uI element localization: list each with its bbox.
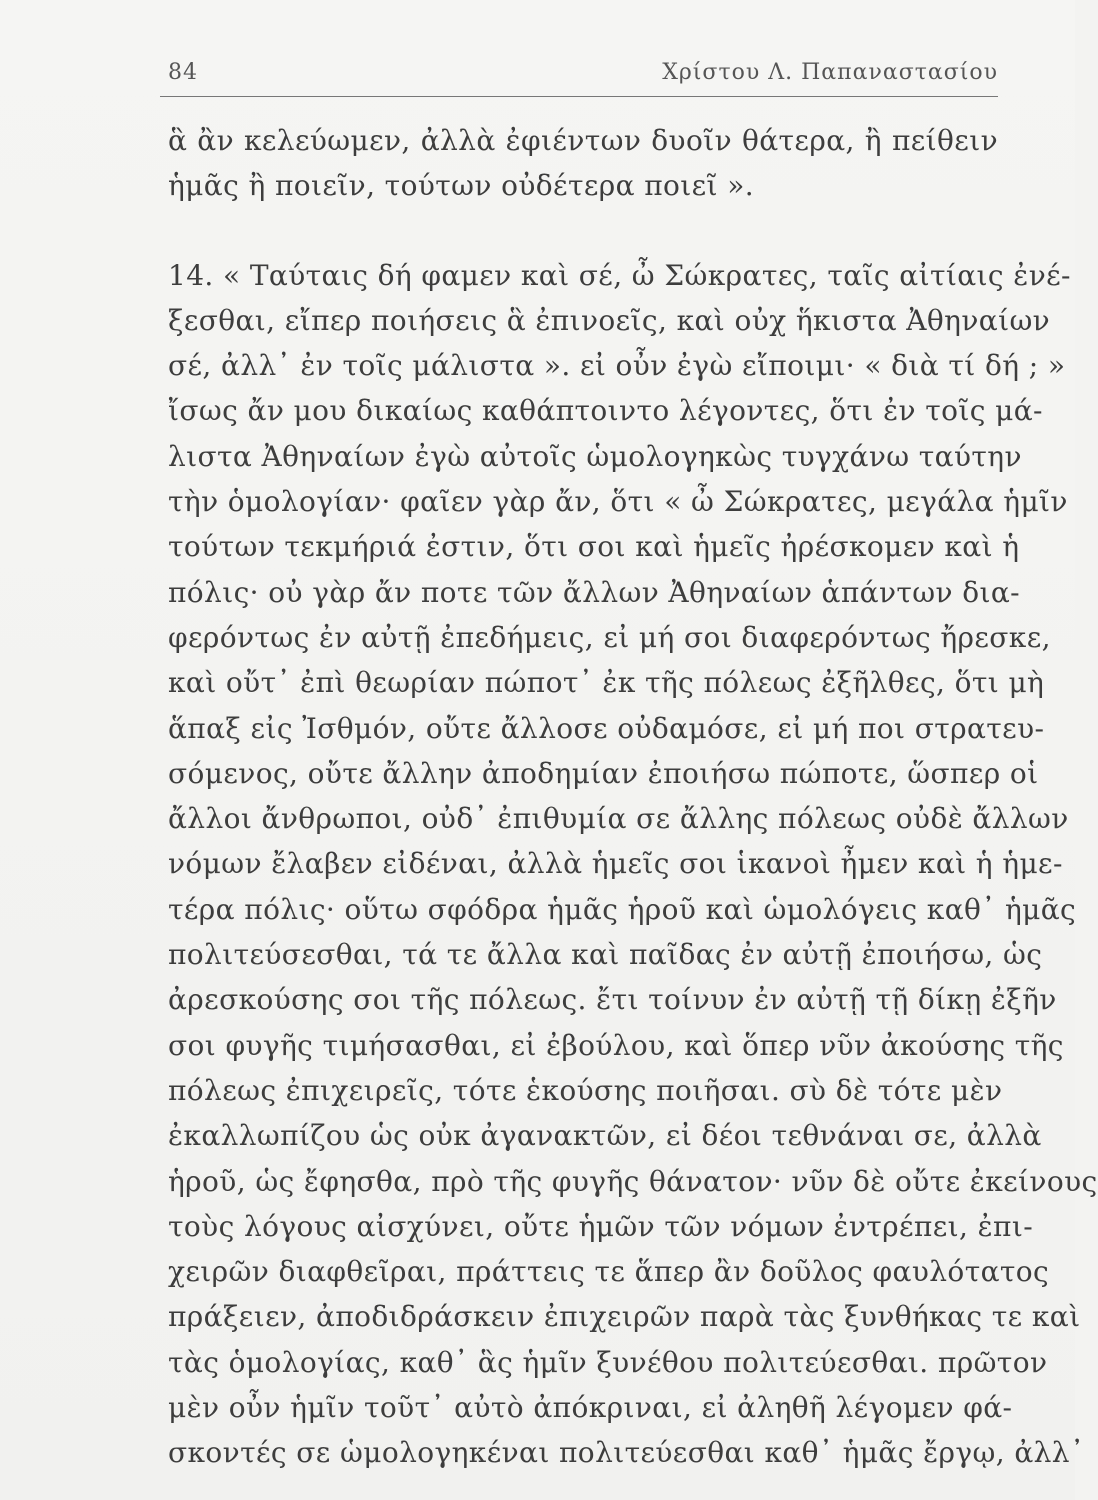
page-header (168, 58, 998, 92)
text-line: τέρα πόλις· οὕτω σφόδρα ἡμᾶς ἡροῦ καὶ ὡμολόγεις καθ᾽ ἡμᾶς (168, 892, 1077, 926)
text-line: 14. « Ταύταις δή φαμεν καὶ σέ, ὦ Σώκρατες, ταῖς αἰτίαις ἐνέ- (168, 258, 1071, 292)
text-line: τὴν ὁμολογίαν· φαῖεν γὰρ ἄν, ὅτι « ὦ Σώκρατες, μεγάλα ἡμῖν (168, 485, 1068, 519)
text-line: χειρῶν διαφθεῖραι, πράττεις τε ἅπερ ἂν δοῦλος φαυλότατος (168, 1255, 1050, 1289)
text-line: σέ, ἀλλ᾽ ἐν τοῖς μάλιστα ». εἰ οὖν ἐγὼ εἴποιμι· « διὰ τί δή ; » (168, 349, 1066, 383)
header-rule (160, 96, 998, 97)
text-line: νόμων ἔλαβεν εἰδέναι, ἀλλὰ ἡμεῖς σοι ἱκανοὶ ἦμεν καὶ ἡ ἡμε- (168, 847, 1063, 881)
text-line: πολιτεύσεσθαι, τά τε ἄλλα καὶ παῖδας ἐν αὐτῇ ἐποιήσω, ὡς (168, 938, 1043, 972)
running-head: Χρίστου Λ. Παπαναστασίου (662, 60, 998, 85)
text-line: πόλις· οὐ γὰρ ἄν ποτε τῶν ἄλλων Ἀθηναίων ἁπάντων δια- (168, 575, 1021, 609)
paragraph-gap (168, 209, 998, 253)
text-line: τούτων τεκμήριά ἐστιν, ὅτι σοι καὶ ἡμεῖς ἠρέσκομεν καὶ ἡ (168, 530, 1020, 564)
text-line: μὲν οὖν ἡμῖν τοῦτ᾽ αὐτὸ ἀπόκριναι, εἰ ἀληθῆ λέγομεν φά- (168, 1391, 1013, 1425)
text-line: σκοντές σε ὡμολογηκέναι πολιτεύεσθαι καθ᾽ ἡμᾶς ἔργῳ, ἀλλ᾽ (168, 1436, 1085, 1470)
text-line: καὶ οὔτ᾽ ἐπὶ θεωρίαν πώποτ᾽ ἐκ τῆς πόλεως ἐξῆλθες, ὅτι μὴ (168, 666, 1045, 700)
body-text (168, 118, 1098, 1476)
text-line: τὰς ὁμολογίας, καθ᾽ ἃς ἡμῖν ξυνέθου πολιτεύεσθαι. πρῶτον (168, 1345, 1048, 1379)
text-line: φερόντως ἐν αὐτῇ ἐπεδήμεις, εἰ μή σοι διαφερόντως ἤρεσκε, (168, 620, 1051, 654)
paragraph-intro (168, 118, 998, 209)
text-line: ἴσως ἄν μου δικαίως καθάπτοιντο λέγοντες, ὅτι ἐν τοῖς μά- (168, 394, 1043, 428)
page-number: 84 (168, 60, 198, 85)
text-line: ἀρεσκούσης σοι τῆς πόλεως. ἔτι τοίνυν ἐν αὐτῇ τῇ δίκῃ ἐξῆν (168, 983, 1057, 1017)
text-line: ἅπαξ εἰς Ἰσθμόν, οὔτε ἄλλοσε οὐδαμόσε, εἰ μή ποι στρατευ- (168, 711, 1045, 745)
text-line: πράξειεν, ἀποδιδράσκειν ἐπιχειρῶν παρὰ τὰς ξυνθήκας τε καὶ (168, 1300, 1081, 1334)
text-line: σοι φυγῆς τιμήσασθαι, εἰ ἐβούλου, καὶ ὅπερ νῦν ἀκούσης τῆς (168, 1028, 1064, 1062)
text-line: ἡμᾶς ἢ ποιεῖν, τούτων οὐδέτερα ποιεῖ ». (168, 169, 755, 203)
text-line: ἄλλοι ἄνθρωποι, οὐδ᾽ ἐπιθυμία σε ἄλλης πόλεως οὐδὲ ἄλλων (168, 802, 1069, 836)
text-line: τοὺς λόγους αἰσχύνει, οὔτε ἡμῶν τῶν νόμων ἐντρέπει, ἐπι- (168, 1209, 1034, 1243)
text-line: σόμενος, οὔτε ἄλλην ἀποδημίαν ἐποιήσω πώποτε, ὥσπερ οἱ (168, 756, 1039, 790)
text-line: ἃ ἂν κελεύωμεν, ἀλλὰ ἐφιέντων δυοῖν θάτερα, ἢ πείθειν (168, 124, 998, 157)
text-line: λιστα Ἀθηναίων ἐγὼ αὐτοῖς ὡμολογηκὼς τυγχάνω ταύτην (168, 439, 1022, 473)
text-line: πόλεως ἐπιχειρεῖς, τότε ἑκούσης ποιῆσαι. σὺ δὲ τότε μὲν (168, 1073, 1003, 1107)
text-line: ἡροῦ, ὡς ἔφησθα, πρὸ τῆς φυγῆς θάνατον· νῦν δὲ οὔτε ἐκείνους (168, 1164, 1098, 1198)
text-line: ξεσθαι, εἴπερ ποιήσεις ἃ ἐπινοεῖς, καὶ οὐχ ἥκιστα Ἀθηναίων (168, 303, 1051, 337)
paragraph-14 (168, 253, 1098, 1476)
text-line: ἐκαλλωπίζου ὡς οὐκ ἀγανακτῶν, εἰ δέοι τεθνάναι σε, ἀλλὰ (168, 1119, 1042, 1153)
